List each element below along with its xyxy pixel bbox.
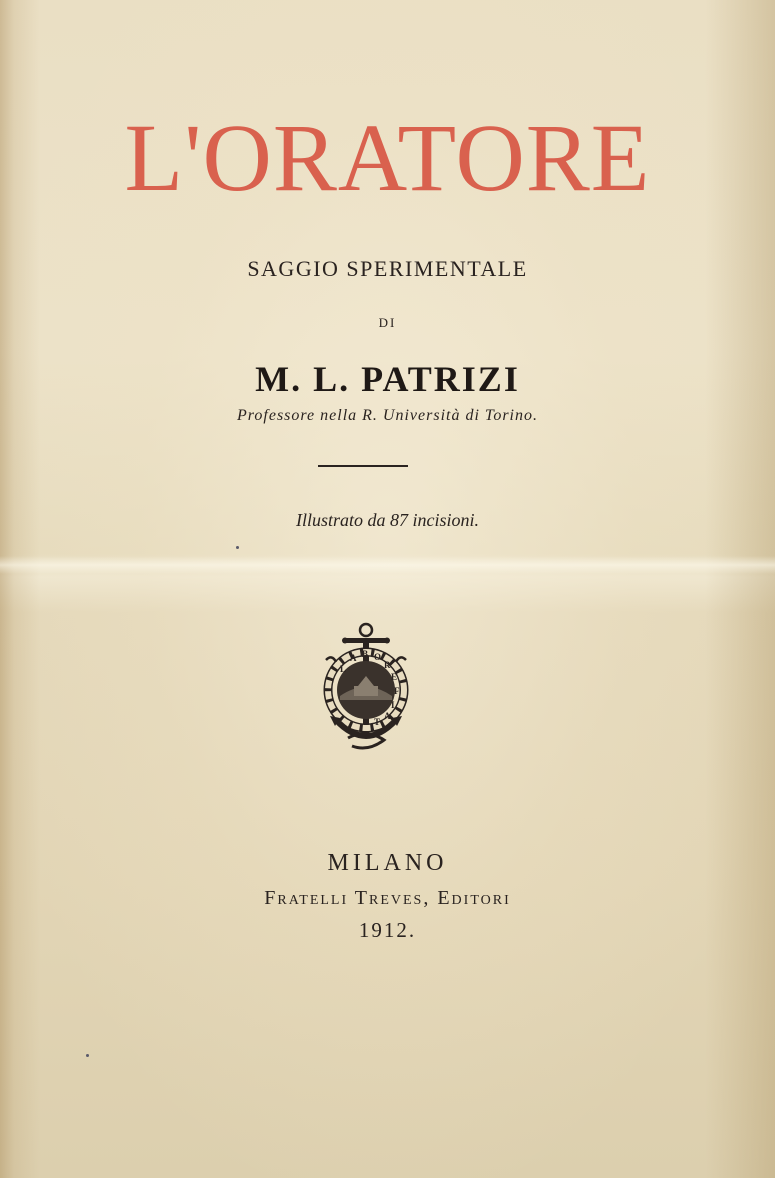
svg-text:E: E bbox=[391, 672, 398, 682]
svg-text:F: F bbox=[394, 686, 400, 696]
imprint-city: MILANO bbox=[327, 850, 448, 876]
divider-rule bbox=[318, 465, 408, 467]
svg-text:R: R bbox=[384, 660, 391, 670]
paper-speck bbox=[86, 1054, 89, 1057]
svg-text:A: A bbox=[384, 711, 391, 721]
imprint-publisher: Fratelli Treves, Editori bbox=[264, 887, 511, 909]
svg-text:T: T bbox=[374, 717, 381, 727]
svg-text:A: A bbox=[350, 653, 357, 663]
author-affiliation: Professore nella R. Università di Torino. bbox=[237, 407, 538, 424]
illustration-note: Illustrato da 87 incisioni. bbox=[295, 510, 479, 530]
book-title: L'ORATORE bbox=[124, 104, 651, 211]
paper-speck bbox=[236, 546, 239, 549]
svg-text:L: L bbox=[340, 664, 347, 674]
author-name: M. L. PATRIZI bbox=[255, 359, 520, 399]
anchor-emblem-icon bbox=[318, 620, 414, 760]
book-subtitle: SAGGIO SPERIMENTALE bbox=[247, 256, 528, 281]
imprint-year: 1912. bbox=[358, 918, 417, 942]
by-label: DI bbox=[378, 315, 397, 330]
svg-text:O: O bbox=[374, 652, 382, 662]
svg-text:B: B bbox=[362, 649, 369, 659]
paper-fold bbox=[0, 556, 775, 574]
svg-text:I: I bbox=[391, 700, 395, 710]
